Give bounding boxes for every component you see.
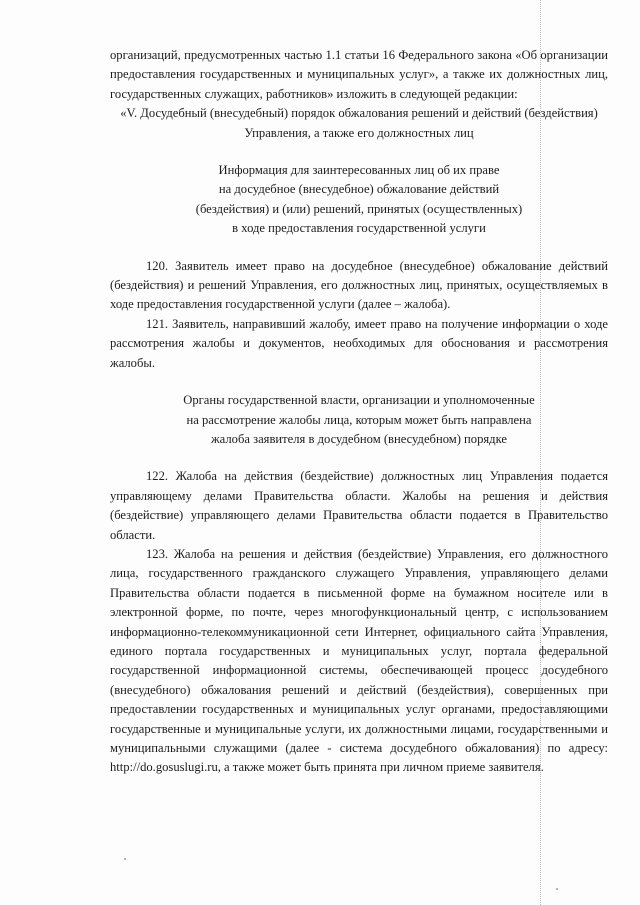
organs-heading-line: на рассмотрение жалобы лица, которым может быть направлена bbox=[186, 412, 532, 427]
scan-speck bbox=[124, 858, 126, 860]
info-heading-line: в ходе предоставления государственной услуги bbox=[232, 221, 486, 236]
paragraph-120: 120. Заявитель имеет право на досудебное (внесудебное) обжалование действий (бездействия) и решений Управления, его должностных лиц, принятых, осуществляемых в ходе предоставления государственной услуги (далее – жалоба). bbox=[110, 258, 608, 312]
info-heading-line: (бездействия) и (или) решений, принятых (осуществленных) bbox=[195, 201, 523, 216]
paragraph-123: 123. Жалоба на решения и действия (бездействие) Управления, его должностного лица, государственного гражданского служащего Управления, управляющего делами Правительства области подается в письменной форме на бумажном носителе или в электронной форме, по почте, через многофункциональный центр, с использованием информационно-телекоммуникационной сети Интернет, официального сайта Управления, единого портала государственных и муниципальных услуг, портала федеральной государственной информационной системы, обеспечивающей процесс досудебного (внесудебного) обжалования решений и действий (бездействия), совершенных при предоставлении государственных и муниципальных услуг органами, предоставляющими государственные и муниципальные услуги, их должностными лицами, государственными и муниципальными служащими (далее - система досудебного обжалования) по адресу: http://do.gosuslugi.ru, а также может быть принята при личном приеме заявителя. bbox=[110, 546, 608, 775]
paragraphs-120-121 bbox=[110, 257, 608, 373]
paragraph-122: 122. Жалоба на действия (бездействие) должностных лиц Управления подается управляющему делами Правительства области. Жалобы на решения и действия (бездействие) управляющего делами Правительства области подается в Правительство области. bbox=[110, 469, 608, 542]
scan-speck bbox=[556, 888, 558, 890]
section-title: «V. Досудебный (внесудебный) порядок обжалования решений и действий (бездействия) Управления, а также его должностных лиц bbox=[120, 106, 598, 140]
info-heading-line: на досудебное (внесудебное) обжалование действий bbox=[218, 182, 500, 197]
organs-heading-line: Органы государственной власти, организации и уполномоченные bbox=[183, 393, 535, 408]
info-heading-line: Информация для заинтересованных лиц об их праве bbox=[218, 163, 500, 178]
paragraph-121: 121. Заявитель, направивший жалобу, имеет право на получение информации о ходе рассмотрения жалобы и документов, необходимых для обоснования и рассмотрения жалобы. bbox=[110, 316, 608, 370]
organs-heading-line: жалоба заявителя в досудебном (внесудебном) порядке bbox=[210, 431, 507, 446]
info-heading bbox=[110, 161, 608, 239]
organs-heading bbox=[110, 391, 608, 449]
document-body bbox=[110, 46, 608, 778]
intro-paragraph: организаций, предусмотренных частью 1.1 статьи 16 Федерального закона «Об организации предоставления государственных и муниципальных услуг», а также их должностных лиц, государственных служащих, работников» изложить в следующей редакции: bbox=[110, 48, 608, 101]
paragraphs-122-123 bbox=[110, 467, 608, 778]
